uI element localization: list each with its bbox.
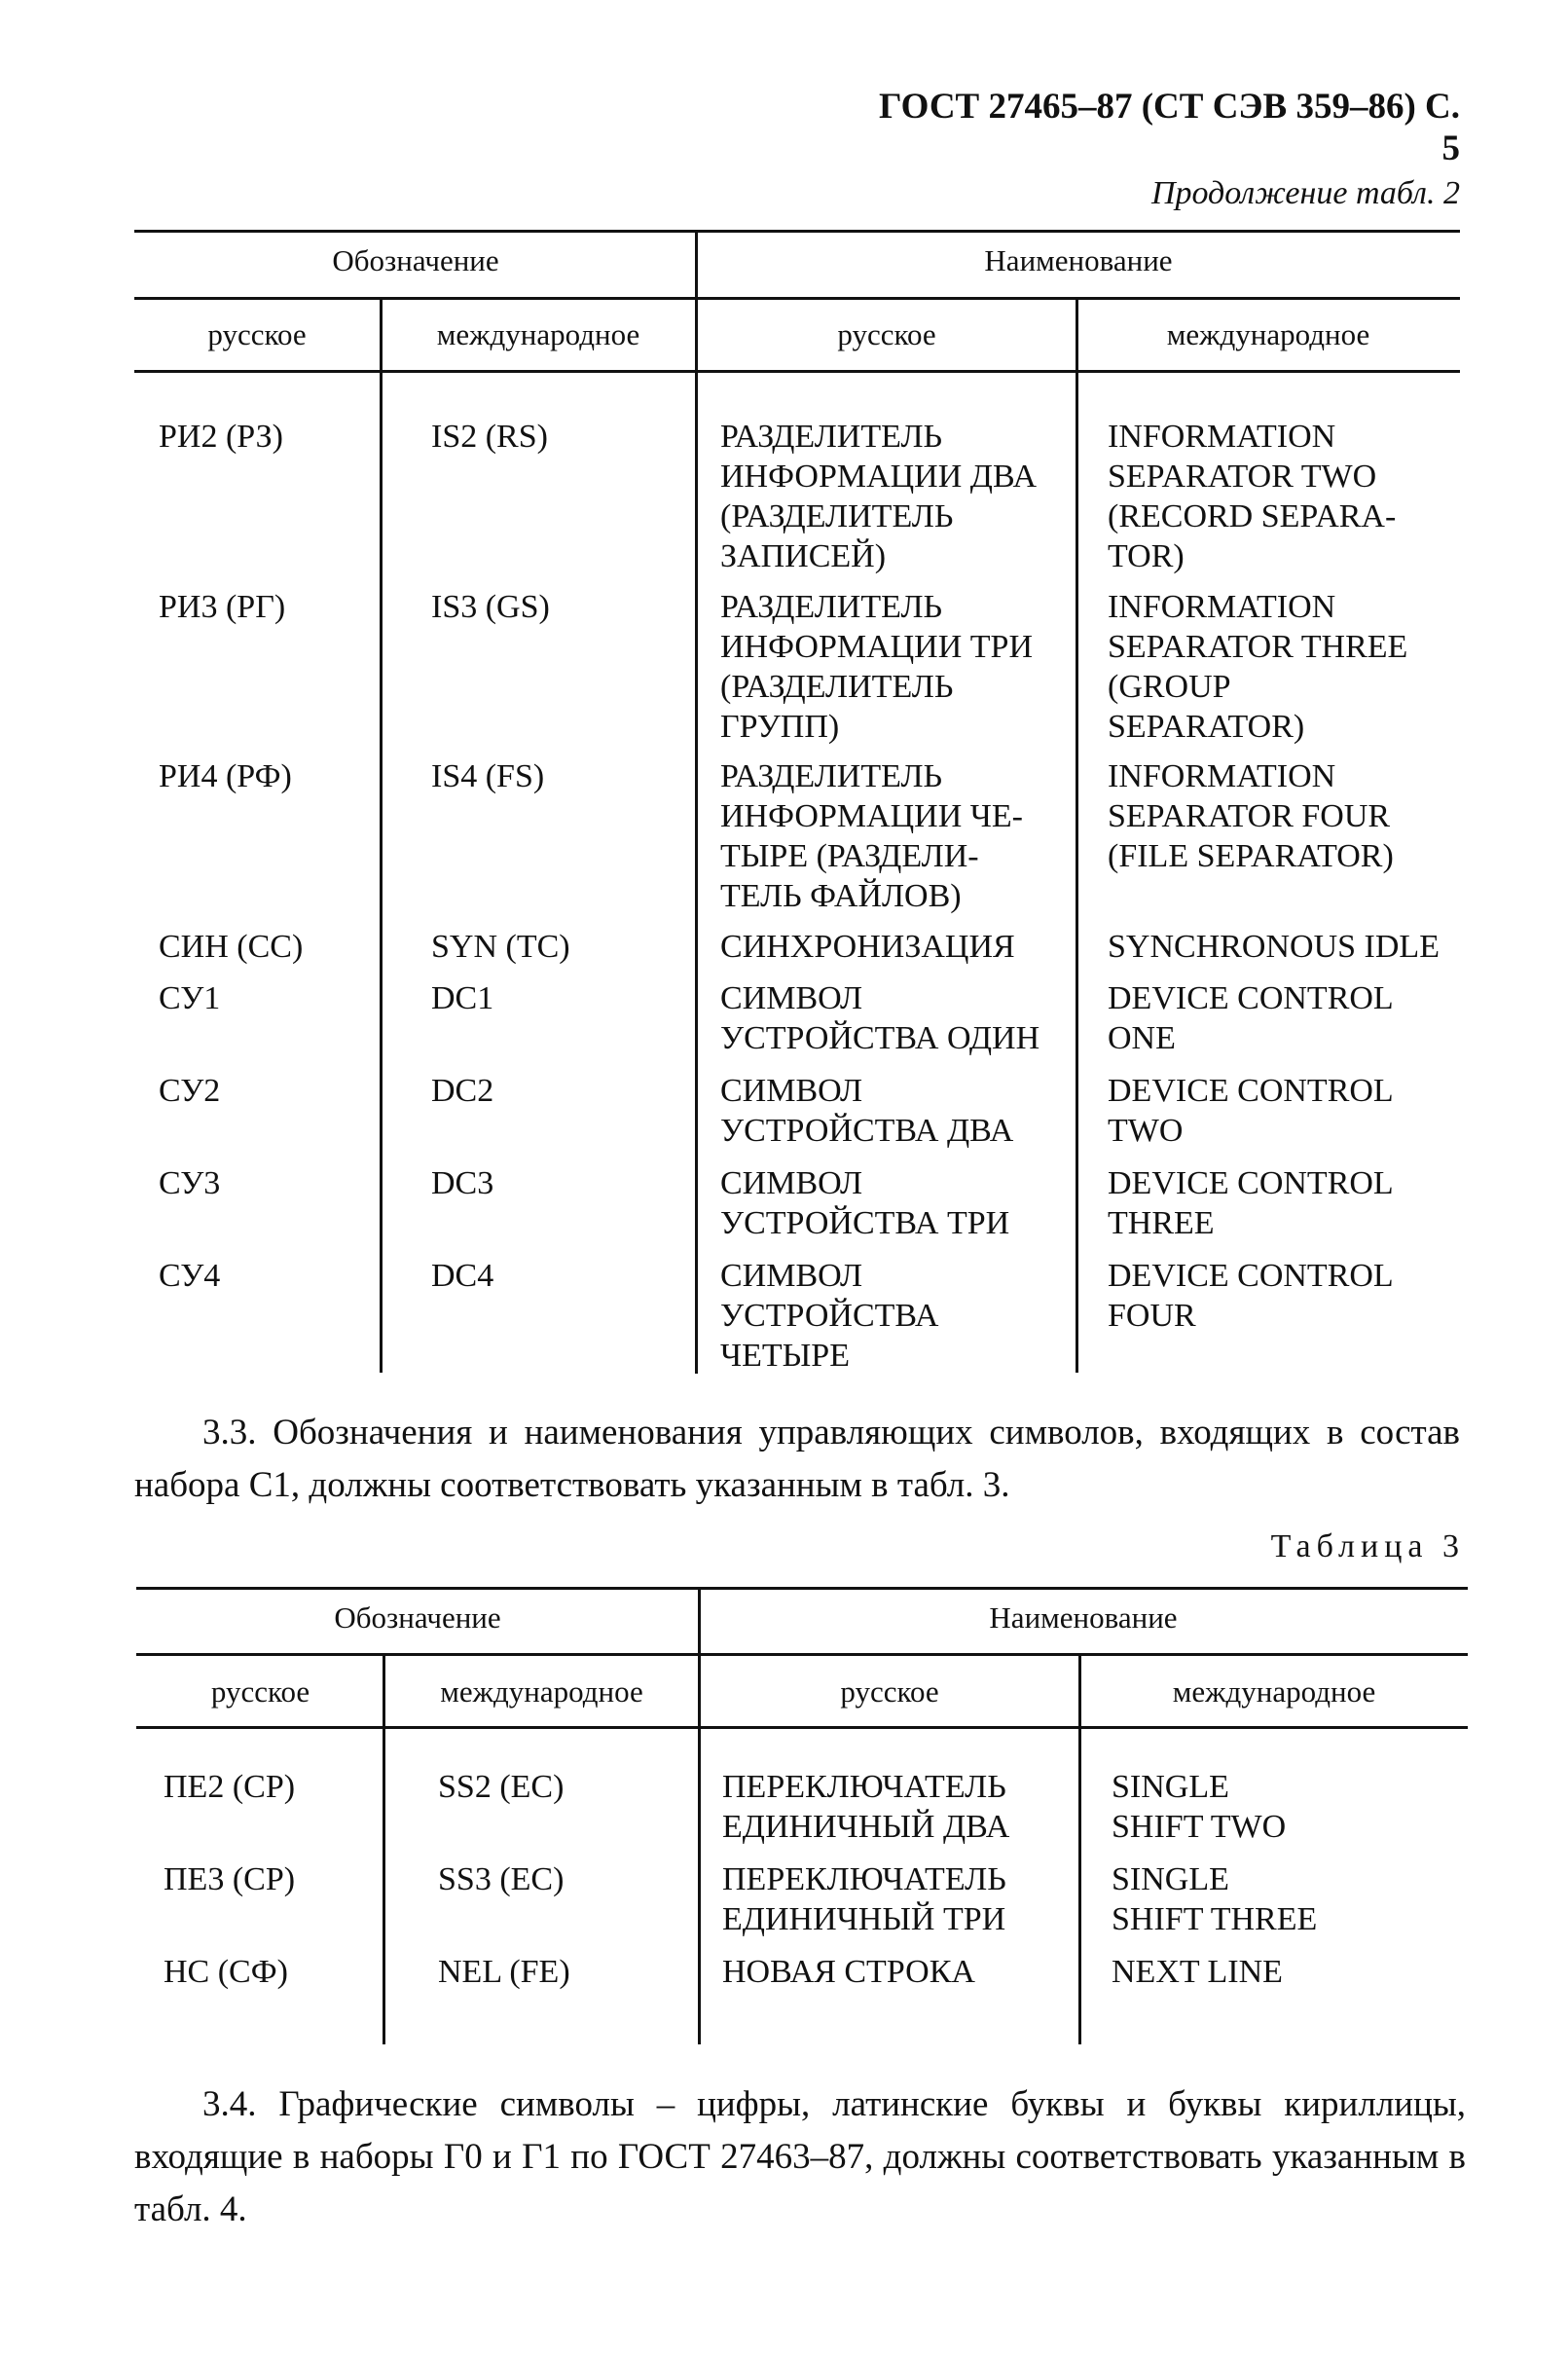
- table-row: РАЗДЕЛИТЕЛЬ ИНФОРМАЦИИ ЧЕ- ТЫРЕ (РАЗДЕЛИ- ТЕЛЬ ФАЙЛОВ): [720, 758, 1023, 914]
- table-row: SINGLE SHIFT TWO: [1112, 1769, 1287, 1845]
- table-row: СИНХРОНИЗАЦИЯ: [720, 929, 1015, 965]
- table-row: SS3 (ЕС): [438, 1861, 565, 1897]
- table-row: INFORMATION SEPARATOR TWO (RECORD SEPARA- TOR): [1108, 419, 1397, 574]
- table-row: СИМВОЛ УСТРОЙСТВА ОДИН: [720, 980, 1040, 1056]
- table-row: ПЕ2 (СР): [164, 1769, 296, 1805]
- table-row: СИМВОЛ УСТРОЙСТВА ТРИ: [720, 1165, 1010, 1241]
- paragraph-3-3: 3.3. Обозначения и наименования управляющих символов, входящих в состав набора С1, должны соответствовать указанным в табл. 3.: [134, 1413, 1460, 1505]
- table-row: DEVICE CONTROL FOUR: [1108, 1258, 1394, 1334]
- table-2-vrule-3: [1076, 297, 1078, 1373]
- table-row: DEVICE CONTROL ONE: [1108, 980, 1394, 1056]
- table-row: DEVICE CONTROL THREE: [1108, 1165, 1394, 1241]
- table-2-sub-ru-name: русское: [837, 317, 936, 351]
- table-row: СУ1: [159, 980, 221, 1016]
- table-2-header-bottom-rule: [134, 370, 1460, 373]
- table-2-mid-rule: [134, 297, 1460, 300]
- table-3-top-rule: [136, 1587, 1468, 1590]
- table-row: INFORMATION SEPARATOR THREE (GROUP SEPARATOR): [1108, 589, 1408, 745]
- table-row: SS2 (ЕС): [438, 1769, 565, 1805]
- table-row: СУ4: [159, 1258, 221, 1294]
- table-3-sub-int-name: международное: [1172, 1674, 1376, 1709]
- table-2-vrule-main: [695, 230, 698, 1374]
- table-3-group-name: Наименование: [989, 1600, 1178, 1635]
- table-2-top-rule: [134, 230, 1460, 233]
- table-row: РАЗДЕЛИТЕЛЬ ИНФОРМАЦИИ ТРИ (РАЗДЕЛИТЕЛЬ ГРУПП): [720, 589, 1034, 745]
- table-row: NEXT LINE: [1112, 1954, 1283, 1990]
- table-row: ПЕ3 (СР): [164, 1861, 296, 1897]
- table-row: SYNCHRONOUS IDLE: [1108, 929, 1440, 965]
- table-2-sub-int-name: международное: [1166, 317, 1370, 351]
- table-2-sub-ru-designation: русское: [207, 317, 307, 351]
- table-3-vrule-3: [1078, 1653, 1081, 2044]
- table-row: ПЕРЕКЛЮЧАТЕЛЬ ЕДИНИЧНЫЙ ДВА: [722, 1769, 1010, 1845]
- table-2-sub-int-designation: международное: [436, 317, 640, 351]
- table-3-group-designation: Обозначение: [334, 1600, 501, 1635]
- table-2-group-name: Наименование: [984, 243, 1173, 277]
- table-row: DC2: [431, 1073, 494, 1109]
- table-row: ПЕРЕКЛЮЧАТЕЛЬ ЕДИНИЧНЫЙ ТРИ: [722, 1861, 1006, 1937]
- table-3-vrule-1: [383, 1653, 385, 2044]
- table-row: IS4 (FS): [431, 758, 545, 794]
- table-3-mid-rule: [136, 1653, 1468, 1656]
- table-row: СИН (СС): [159, 929, 304, 965]
- table-row: СИМВОЛ УСТРОЙСТВА ЧЕТЫРЕ: [720, 1258, 939, 1374]
- table-row: СИМВОЛ УСТРОЙСТВА ДВА: [720, 1073, 1014, 1149]
- table-row: DEVICE CONTROL TWO: [1108, 1073, 1394, 1149]
- table-row: DC3: [431, 1165, 494, 1201]
- table-3-vrule-main: [698, 1587, 701, 2044]
- table-row: SYN (ТС): [431, 929, 570, 965]
- table-row: РАЗДЕЛИТЕЛЬ ИНФОРМАЦИИ ДВА (РАЗДЕЛИТЕЛЬ ЗАПИСЕЙ): [720, 419, 1038, 574]
- table-2-vrule-1: [380, 297, 383, 1373]
- table-row: РИ3 (РГ): [159, 589, 286, 625]
- table-row: SINGLE SHIFT THREE: [1112, 1861, 1318, 1937]
- table-row: NEL (FE): [438, 1954, 570, 1990]
- table-row: DC4: [431, 1258, 494, 1294]
- paragraph-3-4: 3.4. Графические символы – цифры, латинские буквы и буквы кириллицы, входящие в наборы Г0 и Г1 по ГОСТ 27463–87, должны соответствовать указанным в табл. 4.: [134, 2084, 1466, 2229]
- table-continuation-label: Продолжение табл. 2: [1150, 175, 1460, 211]
- table-row: IS2 (RS): [431, 419, 548, 455]
- table-row: НОВАЯ СТРОКА: [722, 1954, 975, 1990]
- table-row: СУ2: [159, 1073, 221, 1109]
- table-2-group-designation: Обозначение: [332, 243, 499, 277]
- table-3-sub-int-designation: международное: [440, 1674, 643, 1709]
- table-3-header-bottom-rule: [136, 1726, 1468, 1729]
- table-row: РИ2 (РЗ): [159, 419, 283, 455]
- table-row: НС (СФ): [164, 1954, 288, 1990]
- table-row: INFORMATION SEPARATOR FOUR (FILE SEPARATOR): [1108, 758, 1394, 874]
- table-row: СУ3: [159, 1165, 221, 1201]
- table-row: РИ4 (РФ): [159, 758, 292, 794]
- running-head: ГОСТ 27465–87 (СТ СЭВ 359–86) С. 5: [878, 87, 1460, 168]
- table-3-sub-ru-designation: русское: [210, 1674, 310, 1709]
- table-3-caption: Таблица 3: [1270, 1528, 1465, 1564]
- table-row: DC1: [431, 980, 494, 1016]
- table-row: IS3 (GS): [431, 589, 550, 625]
- table-3-sub-ru-name: русское: [840, 1674, 939, 1709]
